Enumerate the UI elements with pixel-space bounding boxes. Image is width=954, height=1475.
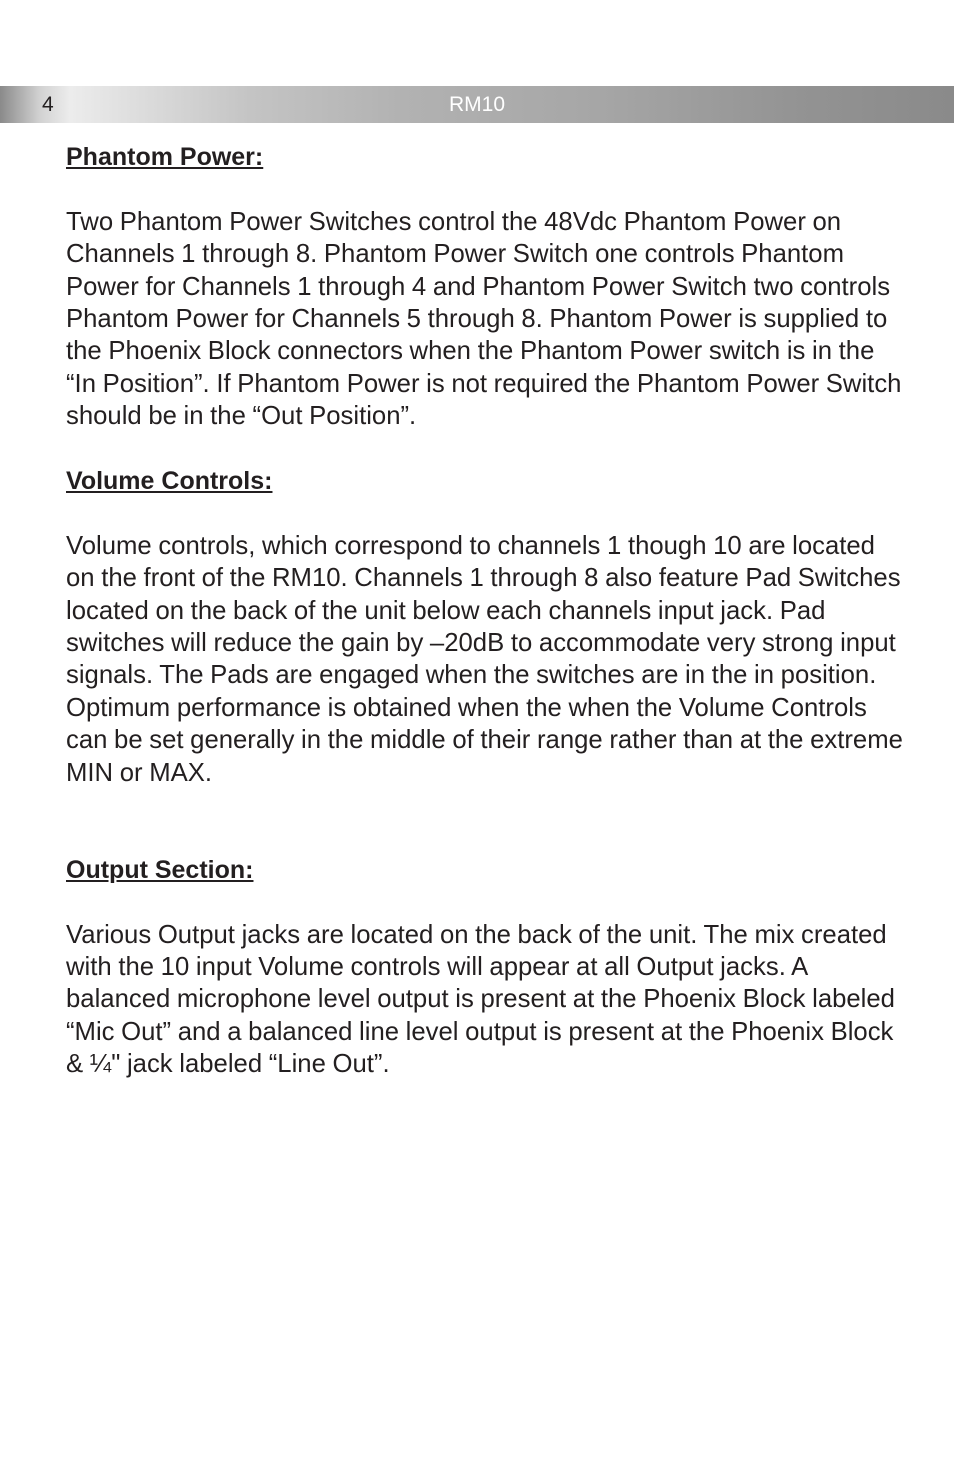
section-output-section bbox=[66, 854, 906, 1081]
section-body-volume-controls: Volume controls, which correspond to channels 1 though 10 are located on the front of the RM10. Channels 1 through 8 also feature Pad Switches located on the back of the unit below each channels input jack. Pad switches will reduce the gain by –20dB to accommodate very strong input signals. The Pads are engaged when the switches are in the in position. Optimum performance is obtained when the when the Volume Controls can be set generally in the middle of their range rather than at the extreme MIN or MAX. bbox=[66, 531, 903, 787]
section-phantom-power bbox=[66, 141, 906, 433]
document-title: RM10 bbox=[448, 93, 506, 116]
page-content bbox=[66, 141, 906, 1113]
section-heading-phantom-power: Phantom Power: bbox=[66, 143, 264, 171]
section-heading-output-section: Output Section: bbox=[66, 855, 254, 884]
section-body-output-section: Various Output jacks are located on the back of the unit. The mix created with the 10 input Volume controls will appear at all Output jacks. A balanced microphone level output is present at the Phoenix Block labeled “Mic Out” and a balanced line level output is present at the Phoenix Block & ¼" jack labeled “Line Out”. bbox=[66, 920, 895, 1079]
section-volume-controls bbox=[66, 465, 906, 789]
section-body-phantom-power: Two Phantom Power Switches control the 48Vdc Phantom Power on Channels 1 through 8. Phantom Power Switch one controls Phantom Power for Channels 1 through 4 and Phantom Power Switch two controls Phantom Power for Channels 5 through 8. Phantom Power is supplied to the Phoenix Block connectors when the Phantom Power switch is in the “In Position”. If Phantom Power is not required the Phantom Power Switch should be in the “Out Position”. bbox=[66, 207, 902, 431]
section-heading-volume-controls: Volume Controls: bbox=[66, 467, 273, 496]
page-number: 4 bbox=[42, 93, 54, 116]
